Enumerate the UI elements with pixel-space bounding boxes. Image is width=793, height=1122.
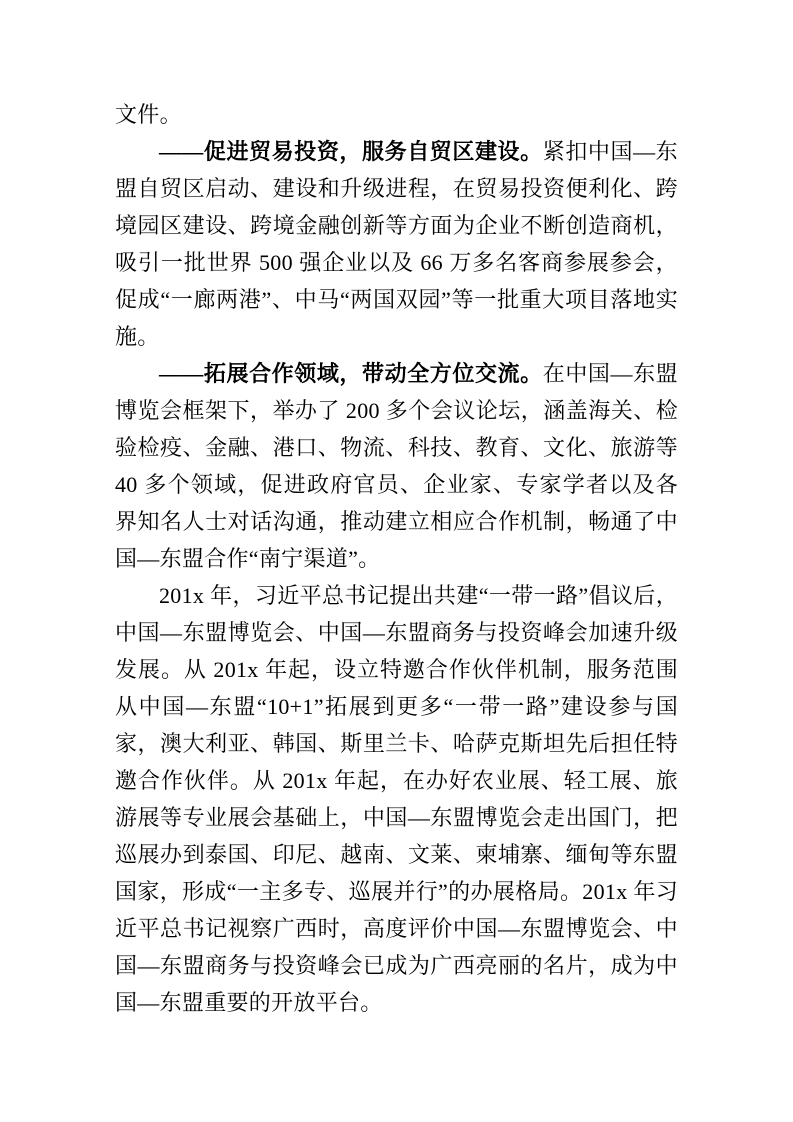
document-body (115, 96, 678, 1021)
paragraph-text: 201x 年，习近平总书记提出共建“一带一路”倡议后，中国—东盟博览会、中国—东盟商务与投资峰会加速升级发展。从 201x 年起，设立特邀合作伙伴机制，服务范围从中国—东盟“10+1”拓展到更多“一带一路”建设参与国家，澳大利亚、韩国、斯里兰卡、哈萨克斯坦先后担任特邀合作伙伴。从 201x 年起，在办好农业展、轻工展、旅游展等专业展会基础上，中国—东盟博览会走出国门，把巡展办到泰国、印尼、越南、文莱、柬埔寨、缅甸等东盟国家，形成“一主多专、巡展并行”的办展格局。201x 年习近平总书记视察广西时，高度评价中国—东盟博览会、中国—东盟商务与投资峰会已成为广西亮丽的名片，成为中国—东盟重要的开放平台。 (115, 583, 678, 1015)
paragraph-text: 在中国—东盟博览会框架下，举办了 200 多个会议论坛，涵盖海关、检验检疫、金融、港口、物流、科技、教育、文化、旅游等 40 多个领域，促进政府官员、企业家、专家学者以及各界知名人士对话沟通，推动建立相应合作机制，畅通了中国—东盟合作“南宁渠道”。 (115, 361, 678, 571)
paragraph-continuation (115, 96, 678, 133)
paragraph-text: 文件。 (115, 102, 182, 127)
paragraph-belt-and-road (115, 577, 678, 1021)
paragraph-trade-investment (115, 133, 678, 355)
paragraph-cooperation-fields (115, 355, 678, 577)
paragraph-text: 紧扣中国—东盟自贸区启动、建设和升级进程，在贸易投资便利化、跨境园区建设、跨境金融创新等方面为企业不断创造商机，吸引一批世界 500 强企业以及 66 万多名客商参展参会，促成“一廊两港”、中马“两国双园”等一批重大项目落地实施。 (115, 139, 678, 349)
paragraph-lead-heading: ——促进贸易投资，服务自贸区建设。 (159, 139, 543, 164)
paragraph-lead-heading: ——拓展合作领域，带动全方位交流。 (159, 361, 543, 386)
